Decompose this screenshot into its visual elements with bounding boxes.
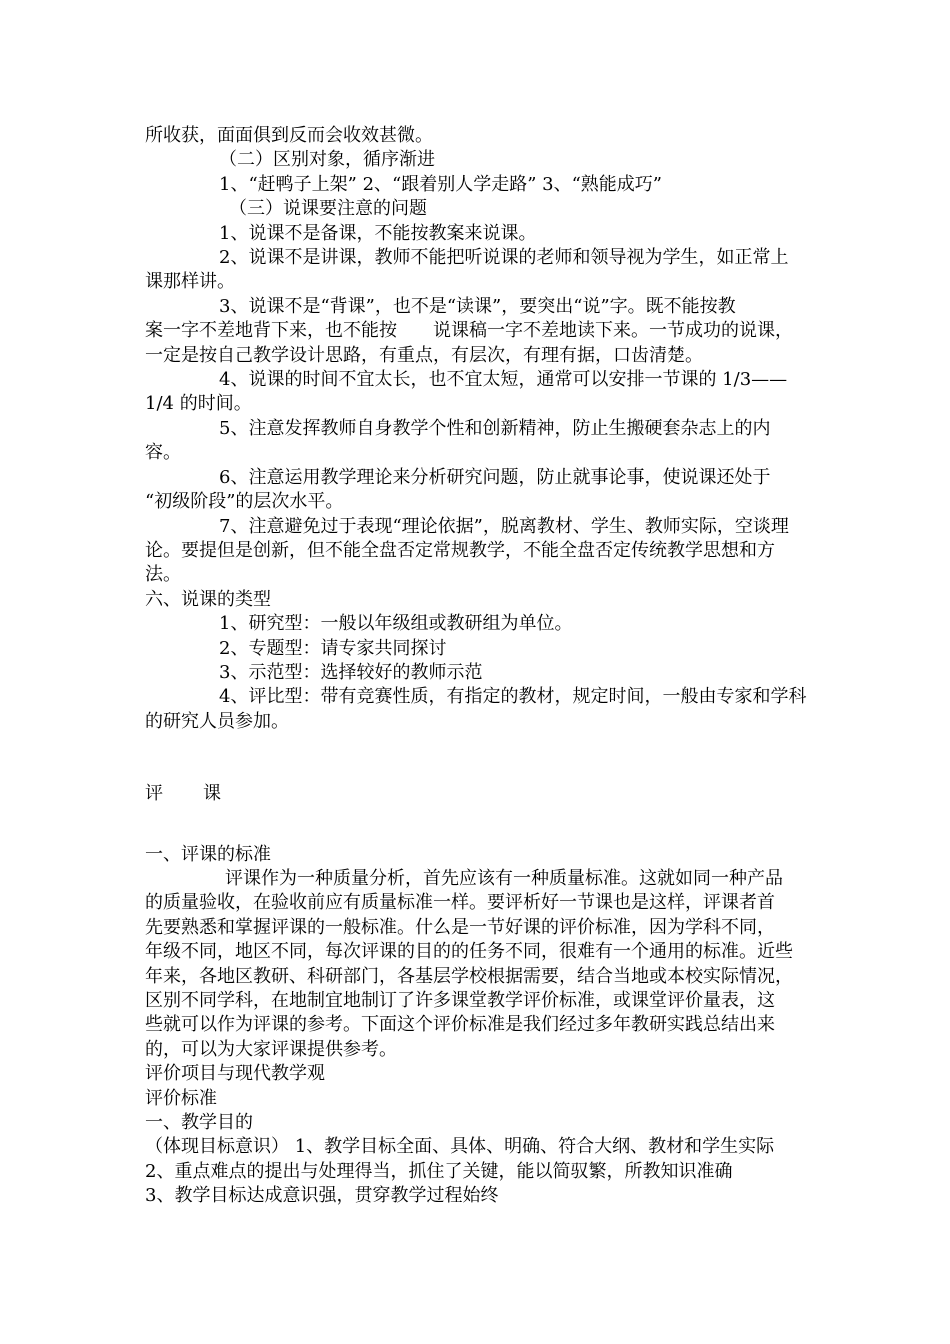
text-line: 6、注意运用教学理论来分析研究问题，防止就事论事，使说课还处于 bbox=[219, 466, 771, 488]
text-line: 2、说课不是讲课，教师不能把听说课的老师和领导视为学生，如正常上 bbox=[219, 247, 789, 269]
spacer bbox=[145, 807, 813, 843]
chapter-heading bbox=[145, 782, 813, 806]
spacer bbox=[145, 734, 813, 782]
text-line: 法。 bbox=[145, 564, 181, 586]
text-line: 评价标准 bbox=[145, 1087, 217, 1109]
text-line: 容。 bbox=[145, 442, 181, 464]
text-line: 7、注意避免过于表现“理论依据”，脱离教材、学生、教师实际，空谈理 bbox=[219, 515, 789, 537]
text-line: 论。要提但是创新，但不能全盘否定常规教学，不能全盘否定传统教学思想和方 bbox=[145, 539, 775, 561]
text-line: 案一字不差地背下来，也不能按 说课稿一字不差地读下来。一节成功的说课， bbox=[145, 320, 793, 342]
heading-char: 评 bbox=[145, 783, 163, 805]
text-line: 3、教学目标达成意识强，贯穿教学过程始终 bbox=[145, 1185, 499, 1207]
section-heading: 六、说课的类型 bbox=[145, 588, 271, 610]
text-line: 课那样讲。 bbox=[145, 271, 235, 293]
text-line: 4、说课的时间不宜太长，也不宜太短，通常可以安排一节课的 1/3—— bbox=[219, 369, 788, 391]
text-line: 评课作为一种质量分析，首先应该有一种质量标准。这就如同一种产品 bbox=[225, 867, 783, 889]
heading-char: 课 bbox=[203, 783, 221, 805]
text-line: “初级阶段”的层次水平。 bbox=[145, 491, 344, 513]
text-line: 年来，各地区教研、科研部门，各基层学校根据需要，结合当地或本校实际情况， bbox=[145, 965, 793, 987]
text-line: 的质量验收，在验收前应有质量标准一样。要评析好一节课也是这样，评课者首 bbox=[145, 892, 775, 914]
section-heading: 一、评课的标准 bbox=[145, 843, 271, 865]
text-line: 些就可以作为评课的参考。下面这个评价标准是我们经过多年教研实践总结出来 bbox=[145, 1014, 775, 1036]
text-line: 3、说课不是“背课”，也不是“读课”，要突出“说”字。既不能按教 bbox=[219, 295, 736, 317]
text-line: 5、注意发挥教师自身教学个性和创新精神，防止生搬硬套杂志上的内 bbox=[219, 417, 771, 439]
list-item: 1、研究型：一般以年级组或教研组为单位。 bbox=[219, 613, 573, 635]
text-line: （二）区别对象，循序渐进 bbox=[219, 149, 435, 171]
list-item: 4、评比型：带有竞赛性质，有指定的教材，规定时间，一般由专家和学科 bbox=[219, 686, 807, 708]
text-line: （三）说课要注意的问题 bbox=[229, 198, 427, 220]
text-line: 评价项目与现代教学观 bbox=[145, 1063, 325, 1085]
text-line: 区别不同学科，在地制宜地制订了许多课堂教学评价标准，或课堂评价量表，这 bbox=[145, 990, 775, 1011]
text-line: 所收获，面面俱到反而会收效甚微。 bbox=[145, 125, 433, 146]
text-line: 1、“赶鸭子上架” 2、“跟着别人学走路” 3、“熟能成巧” bbox=[219, 173, 663, 195]
text-line: 2、重点难点的提出与处理得当，抓住了关键，能以简驭繁，所教知识准确 bbox=[145, 1160, 733, 1182]
list-item: 3、示范型：选择较好的教师示范 bbox=[219, 661, 483, 683]
text-line: 先要熟悉和掌握评课的一般标准。什么是一节好课的评价标准，因为学科不同， bbox=[145, 916, 775, 938]
text-line: 一定是按自己教学设计思路，有重点，有层次，有理有据，口齿清楚。 bbox=[145, 344, 703, 366]
list-item: 2、专题型：请专家共同探讨 bbox=[219, 637, 447, 659]
text-line: 年级不同，地区不同，每次评课的目的的任务不同，很难有一个通用的标准。近些 bbox=[145, 941, 793, 963]
text-line: 的研究人员参加。 bbox=[145, 710, 289, 732]
text-line: 1、说课不是备课，不能按教案来说课。 bbox=[219, 222, 537, 244]
text-line: 的，可以为大家评课提供参考。 bbox=[145, 1038, 397, 1060]
section-heading: 一、教学目的 bbox=[145, 1112, 253, 1134]
document-body bbox=[145, 124, 813, 1209]
text-line: （体现目标意识） 1、教学目标全面、具体、明确、符合大纲、教材和学生实际 bbox=[145, 1136, 775, 1158]
text-line: 1/4 的时间。 bbox=[145, 393, 252, 415]
